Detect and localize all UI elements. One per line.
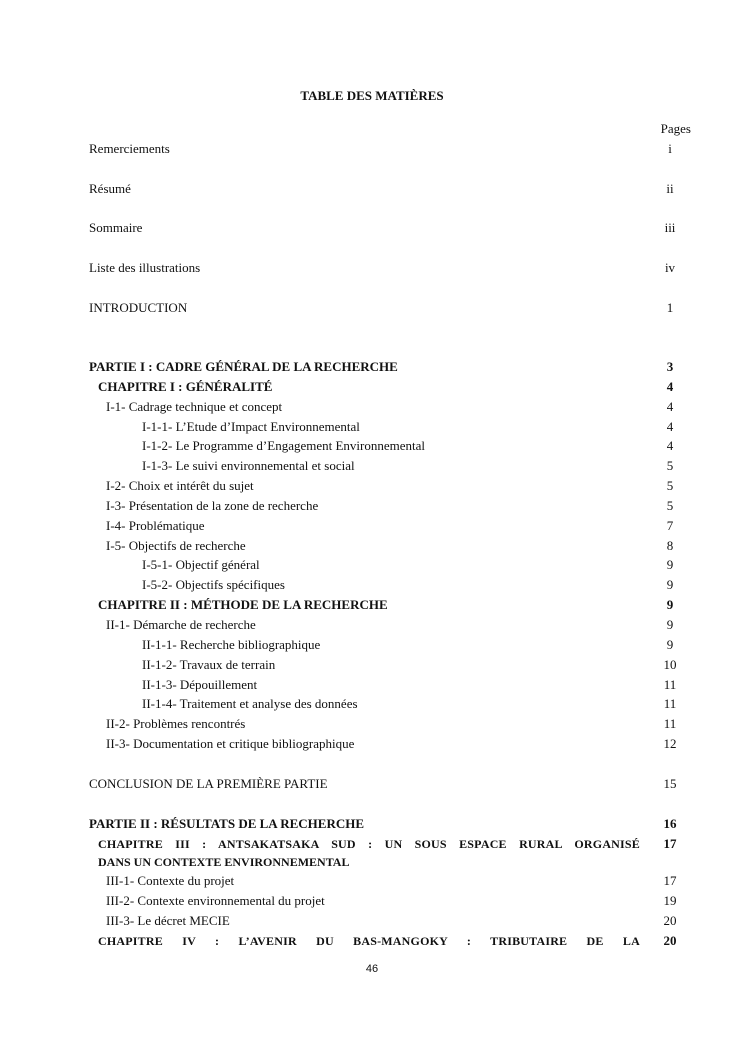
toc-entry xyxy=(89,696,690,712)
toc-entry xyxy=(89,677,690,693)
toc-entry-page: 11 xyxy=(663,696,677,711)
toc-entry-label: Sommaire xyxy=(89,220,143,235)
toc-entry-page: 4 xyxy=(666,399,674,414)
toc-entry xyxy=(89,260,690,276)
toc-entry-page: 9 xyxy=(666,597,674,612)
toc-entry xyxy=(89,518,690,534)
toc-entry-page: 9 xyxy=(666,617,674,632)
toc-entry-label: DANS UN CONTEXTE ENVIRONNEMENTAL xyxy=(98,855,350,869)
toc-entry-label: III-2- Contexte environnemental du projet xyxy=(106,893,325,908)
toc-entry-label: I-2- Choix et intérêt du sujet xyxy=(106,478,254,493)
toc-part-heading xyxy=(89,816,690,832)
toc-entry xyxy=(89,716,690,732)
toc-entry-label: I-4- Problématique xyxy=(106,518,205,533)
toc-entry-label: Liste des illustrations xyxy=(89,260,201,275)
toc-entry-page: 5 xyxy=(666,458,674,473)
toc-entry-page: 10 xyxy=(663,657,677,672)
toc-entry-page: 17 xyxy=(663,873,677,888)
toc-entry xyxy=(89,458,690,474)
pages-column-label: Pages xyxy=(660,121,691,136)
toc-entry xyxy=(89,399,690,415)
toc-entry-page: 11 xyxy=(663,677,677,692)
toc-entry-label: CHAPITRE III : ANTSAKATSAKA SUD : UN SOUS ESPACE RURAL ORGANISÉ xyxy=(98,837,640,851)
toc-entry-label: I-5-2- Objectifs spécifiques xyxy=(142,577,285,592)
toc-entry-page: 9 xyxy=(666,557,674,572)
toc-entry xyxy=(89,300,690,316)
toc-entry xyxy=(89,617,690,633)
toc-chapter-heading-continued xyxy=(89,854,690,870)
toc-entry-page: 7 xyxy=(666,518,674,533)
toc-entry xyxy=(89,736,690,752)
toc-entry xyxy=(89,538,690,554)
page-title: TABLE DES MATIÈRES xyxy=(300,88,444,103)
toc-entry-page: 20 xyxy=(663,913,677,928)
toc-entry xyxy=(89,657,690,673)
toc-entry-label: I-5-1- Objectif général xyxy=(142,557,260,572)
toc-entry xyxy=(89,577,690,593)
toc-entry-label: II-1-1- Recherche bibliographique xyxy=(142,637,321,652)
toc-entry-label: II-1- Démarche de recherche xyxy=(106,617,256,632)
toc-entry-page: 20 xyxy=(663,933,677,948)
toc-entry-label: I-1-3- Le suivi environnemental et social xyxy=(142,458,355,473)
toc-entry-page: 4 xyxy=(666,379,674,394)
toc-entry-page: 3 xyxy=(666,359,674,374)
toc-entry-page: 5 xyxy=(666,498,674,513)
toc-entry-label: Résumé xyxy=(89,181,131,196)
toc-entry xyxy=(89,181,690,197)
toc-entry-label: II-3- Documentation et critique bibliographique xyxy=(106,736,355,751)
toc-entry-page: 9 xyxy=(666,637,674,652)
toc-entry-label: INTRODUCTION xyxy=(89,300,188,315)
toc-entry-page: iii xyxy=(664,220,676,235)
toc-entry-label: II-1-2- Travaux de terrain xyxy=(142,657,276,672)
toc-entry-page: 9 xyxy=(666,577,674,592)
toc-entry-label: CHAPITRE IV : L’AVENIR DU BAS-MANGOKY : TRIBUTAIRE DE LA xyxy=(98,934,640,948)
toc-entry-page: 17 xyxy=(663,836,677,851)
toc-entry-label: Remerciements xyxy=(89,141,170,156)
toc-entry xyxy=(89,220,690,236)
toc-entry-page: 4 xyxy=(666,438,674,453)
toc-entry-label: III-3- Le décret MECIE xyxy=(106,913,230,928)
toc-entry-page: 11 xyxy=(663,716,677,731)
toc-chapter-heading xyxy=(89,379,690,395)
toc-entry-label: III-1- Contexte du projet xyxy=(106,873,235,888)
toc-entry-label: I-1-1- L’Etude d’Impact Environnemental xyxy=(142,419,360,434)
toc-entry-label: CHAPITRE I : GÉNÉRALITÉ xyxy=(98,379,273,394)
toc-entry xyxy=(89,557,690,573)
toc-entry-page: 1 xyxy=(666,300,674,315)
toc-entry-page: i xyxy=(668,141,672,156)
toc-chapter-heading xyxy=(89,597,690,613)
toc-entry-page: 19 xyxy=(663,893,677,908)
toc-entry xyxy=(89,776,690,792)
toc-entry xyxy=(89,419,690,435)
toc-chapter-heading xyxy=(89,836,690,852)
toc-entry-label: I-5- Objectifs de recherche xyxy=(106,538,246,553)
toc-entry-page: 12 xyxy=(663,736,677,751)
toc-entry xyxy=(89,913,690,929)
toc-entry-label: II-1-3- Dépouillement xyxy=(142,677,258,692)
toc-part-heading xyxy=(89,359,690,375)
toc-entry xyxy=(89,893,690,909)
toc-entry xyxy=(89,141,690,157)
toc-entry-page: 5 xyxy=(666,478,674,493)
toc-entry-label: PARTIE II : RÉSULTATS DE LA RECHERCHE xyxy=(89,816,365,831)
toc-entry-label: II-2- Problèmes rencontrés xyxy=(106,716,246,731)
toc-entry-page: iv xyxy=(664,260,676,275)
toc-entry-label: I-1- Cadrage technique et concept xyxy=(106,399,283,414)
page-number: 46 xyxy=(365,963,379,975)
toc-entry-page: 8 xyxy=(666,538,674,553)
toc-entry-page: ii xyxy=(666,181,674,196)
toc-entry xyxy=(89,637,690,653)
toc-entry-page: 15 xyxy=(663,776,677,791)
toc-entry-label: CHAPITRE II : MÉTHODE DE LA RECHERCHE xyxy=(98,597,388,612)
toc-entry-page: 4 xyxy=(666,419,674,434)
toc-entry-label: II-1-4- Traitement et analyse des données xyxy=(142,696,358,711)
toc-entry-label: I-1-2- Le Programme d’Engagement Environnemental xyxy=(142,438,426,453)
toc-entry-label: I-3- Présentation de la zone de recherche xyxy=(106,498,319,513)
toc-entry-page: 16 xyxy=(663,816,677,831)
toc-chapter-heading xyxy=(89,933,690,949)
toc-entry xyxy=(89,438,690,454)
toc-entry xyxy=(89,478,690,494)
toc-entry-label: CONCLUSION DE LA PREMIÈRE PARTIE xyxy=(89,776,328,791)
toc-entry xyxy=(89,873,690,889)
toc-entry-label: PARTIE I : CADRE GÉNÉRAL DE LA RECHERCHE xyxy=(89,359,398,374)
toc-entry xyxy=(89,498,690,514)
